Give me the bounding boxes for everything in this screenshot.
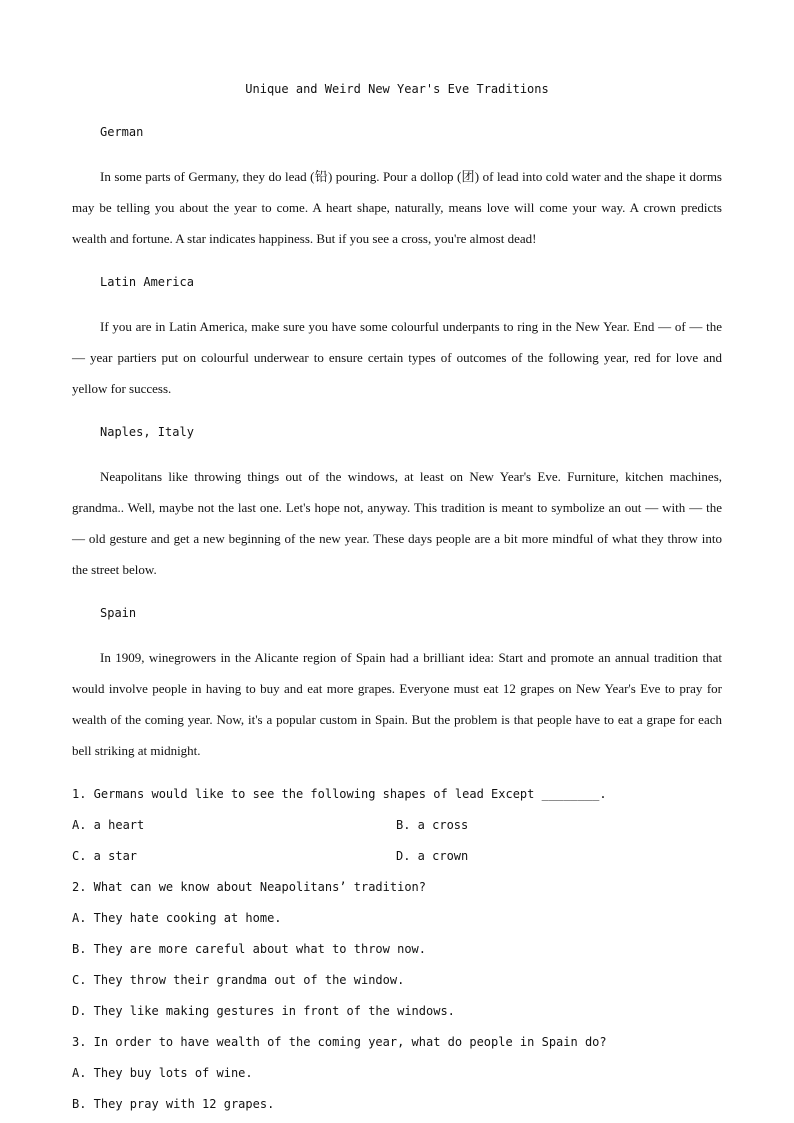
- option-b: B. a cross: [396, 818, 469, 832]
- question-1: [72, 779, 722, 872]
- page-title: Unique and Weird New Year's Eve Traditions: [245, 82, 549, 96]
- option-b: B. They are more careful about what to throw now.: [72, 942, 427, 956]
- document-page: [72, 62, 722, 1120]
- option-row: [72, 810, 722, 841]
- section-body-german: In some parts of Germany, they do lead (铅) pouring. Pour a dollop (团) of lead into cold water and the shape it dorms may be telling you about the year to come. A heart shape, naturally, means love will come your way. A crown predicts wealth and fortune. A star indicates happiness. But if you see a cross, you're almost dead!: [72, 169, 722, 246]
- option-c: C. They throw their grandma out of the window.: [72, 973, 405, 987]
- section-heading-naples: Naples, Italy: [100, 425, 194, 439]
- option-a: A. They buy lots of wine.: [72, 1066, 253, 1080]
- section-body-spain: In 1909, winegrowers in the Alicante region of Spain had a brilliant idea: Start and promote an annual tradition that would involve people in having to buy and eat more grapes. Everyone must eat 12 grapes on New Year's Eve to pray for wealth of the coming year. Now, it's a popular custom in Spain. But the problem is that people have to eat a grape for each bell striking at midnight.: [72, 650, 722, 758]
- section-heading-spain: Spain: [100, 606, 137, 620]
- option-d: D. a crown: [396, 849, 469, 863]
- option-c: C. a star: [72, 849, 138, 863]
- section-heading-latin-america: Latin America: [100, 275, 194, 289]
- question-stem: 2. What can we know about Neapolitans’ tradition?: [72, 880, 427, 894]
- section-body-latin-america: If you are in Latin America, make sure you have some colourful underpants to ring in the New Year. End — of — the — year partiers put on colourful underwear to ensure certain types of outcomes of the following year, red for love and yellow for success.: [72, 319, 722, 396]
- section-heading-german: German: [100, 125, 144, 139]
- option-b: B. They pray with 12 grapes.: [72, 1097, 275, 1111]
- question-2: [72, 872, 722, 1027]
- option-a: A. a heart: [72, 818, 145, 832]
- option-d: D. They like making gestures in front of the windows.: [72, 1004, 455, 1018]
- section-body-naples: Neapolitans like throwing things out of the windows, at least on New Year's Eve. Furniture, kitchen machines, grandma.. Well, maybe not the last one. Let's hope not, anyway. This tradition is meant to symbolize an out — with — the — old gesture and get a new beginning of the new year. These days people are a bit more mindful of what they throw into the street below.: [72, 469, 722, 577]
- option-a: A. They hate cooking at home.: [72, 911, 282, 925]
- question-stem: 3. In order to have wealth of the coming year, what do people in Spain do?: [72, 1035, 607, 1049]
- option-row: [72, 841, 722, 872]
- question-stem: 1. Germans would like to see the following shapes of lead Except ________.: [72, 787, 607, 801]
- question-3: [72, 1027, 722, 1120]
